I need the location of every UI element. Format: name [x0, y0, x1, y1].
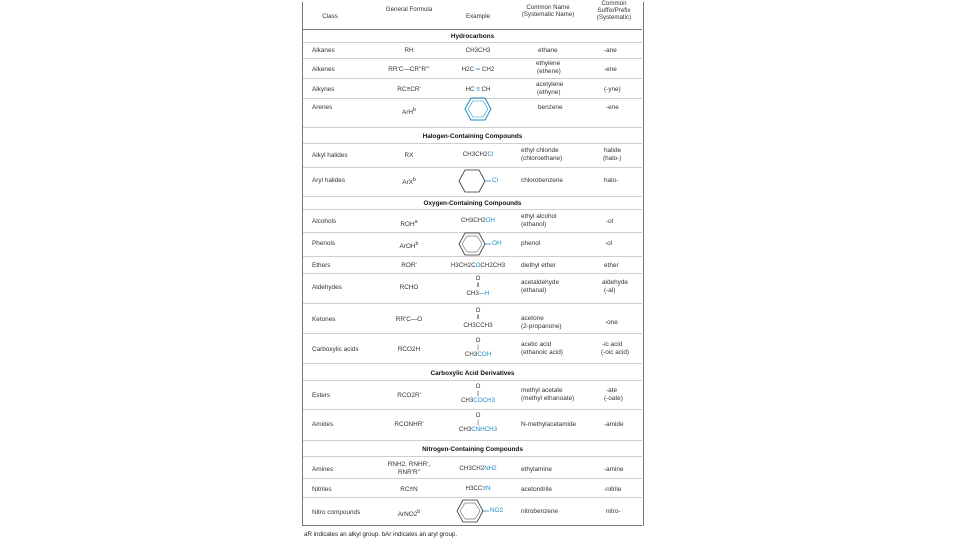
rule	[303, 478, 642, 479]
name-esters-systematic: (methyl ethanoate)	[521, 395, 575, 402]
formula-arenes	[380, 107, 438, 117]
col-header-general-formula: General Formula	[385, 6, 433, 13]
name-aryl-halides: chlorobenzene	[521, 177, 563, 184]
formula-nitriles: RC≡N	[400, 486, 418, 493]
carbonyl-bond-icon: |	[477, 390, 479, 397]
formula-carboxylic-acids: RCO2H	[397, 346, 421, 353]
suffix-alkanes: -ane	[604, 47, 617, 54]
formula-nitro	[380, 509, 438, 519]
name-aldehydes-systematic: (ethanal)	[521, 287, 547, 294]
formula-aryl-halides-text: ArX	[402, 179, 413, 187]
formula-alcohols-text: ROH	[400, 221, 415, 229]
rule	[303, 497, 642, 498]
class-nitriles: Nitriles	[312, 486, 332, 493]
rule	[303, 440, 642, 441]
triple-bond-icon: ≡	[476, 86, 480, 93]
name-amines: ethylamine	[521, 466, 552, 473]
section-halogen: Halogen-Containing Compounds	[422, 133, 523, 140]
class-esters: Esters	[312, 392, 331, 399]
class-ethers: Ethers	[312, 262, 331, 269]
suffix-carboxylic-acids-systematic: (-oic acid)	[601, 349, 630, 356]
class-aryl-halides: Aryl halides	[312, 177, 346, 184]
example-carboxylic-acids-oxygen: O	[475, 337, 481, 344]
rule	[303, 167, 642, 168]
class-aldehydes: Aldehydes	[312, 284, 342, 291]
benzene-ring-icon	[464, 97, 492, 121]
example-aldehydes: CH3—H	[466, 290, 490, 297]
col-header-common-name: Common Name (Systematic Name)	[521, 4, 575, 19]
suffix-amides: -amide	[604, 421, 624, 428]
example-amides-group: CNHCH3	[471, 426, 498, 433]
name-alkenes-common: ethylene	[536, 60, 561, 67]
example-ethers-right: CH2CH3	[480, 262, 506, 269]
rule	[303, 273, 642, 274]
formula-alkanes: RH	[404, 47, 414, 54]
rule	[303, 209, 642, 210]
class-amines: Amines	[312, 466, 334, 473]
formula-alkenes: RR'C—CR''R'''	[388, 66, 430, 73]
suffix-aryl-halides: halo-	[604, 177, 619, 184]
example-esters	[448, 397, 508, 404]
name-alkyl-halides-common: ethyl chloride	[521, 147, 559, 154]
suffix-phenols: -ol	[605, 240, 613, 247]
footnote-marker: b	[417, 509, 421, 515]
name-carboxylic-acids-common: acetic acid	[521, 341, 552, 348]
rule	[303, 456, 642, 457]
example-ethers	[444, 262, 512, 269]
example-alkynes-right: CH	[481, 86, 491, 93]
suffix-alkynes: (-yne)	[604, 86, 621, 93]
name-alkynes-systematic: (ethyne)	[537, 89, 561, 96]
example-amines-base: CH3CH2	[459, 465, 485, 472]
header-rule	[303, 29, 642, 30]
name-alkanes: ethane	[538, 47, 558, 54]
suffix-alkyl-halides-systematic: (halo-)	[603, 155, 622, 162]
benzene-ring-icon	[458, 232, 486, 256]
example-amides	[448, 426, 508, 433]
name-ketones-common: acetone	[521, 315, 544, 322]
example-aldehydes-group: H	[485, 290, 490, 297]
suffix-esters-common: -ate	[606, 387, 618, 394]
col-header-suffix: Common Suffix/Prefix (Systematic)	[596, 0, 632, 22]
example-carboxylic-acids-base: CH3	[464, 351, 478, 358]
class-alkyl-halides: Alkyl halides	[312, 152, 348, 159]
section-hydrocarbons: Hydrocarbons	[450, 33, 495, 40]
class-phenols: Phenols	[312, 240, 336, 247]
name-alcohols-systematic: (ethanol)	[521, 221, 547, 228]
example-alkenes	[448, 66, 508, 73]
formula-phenols	[380, 241, 438, 251]
example-aryl-halides-group: Cl	[492, 177, 499, 184]
formula-amides: RCONHR'	[394, 421, 424, 428]
example-esters-oxygen: O	[475, 383, 481, 390]
name-alcohols-common: ethyl alcohol	[521, 213, 557, 220]
example-amides-oxygen: O	[475, 412, 481, 419]
name-nitriles: acetonitrile	[521, 486, 552, 493]
formula-alcohols	[380, 219, 438, 229]
example-ethers-group: O	[475, 262, 481, 269]
rule	[303, 256, 642, 257]
name-ethers: diethyl ether	[521, 262, 556, 269]
example-alcohols	[448, 217, 508, 224]
example-alkyl-halides	[448, 151, 508, 158]
suffix-arenes: -ene	[606, 104, 619, 111]
benzene-ring-icon	[456, 499, 484, 523]
carbonyl-bond-icon: ‖	[476, 314, 480, 321]
class-arenes: Arenes	[312, 104, 333, 111]
name-esters-common: methyl acetate	[521, 387, 563, 394]
example-amides-base: CH3	[458, 426, 472, 433]
formula-aldehydes: RCHO	[399, 284, 419, 291]
name-aldehydes-common: acetaldehyde	[521, 279, 560, 286]
example-amines-group: NH2	[484, 465, 497, 472]
name-carboxylic-acids-systematic: (ethanoic acid)	[521, 349, 563, 356]
rule	[303, 42, 642, 43]
rule	[303, 143, 642, 144]
name-arenes: benzene	[538, 104, 563, 111]
name-alkenes-systematic: (ethene)	[537, 68, 561, 75]
class-carboxylic-acids: Carboxylic acids	[312, 346, 359, 353]
formula-arenes-text: ArH	[402, 109, 414, 117]
carbonyl-bond-icon: |	[477, 419, 479, 426]
example-ketones: CH3CCH3	[463, 322, 493, 329]
formula-ethers: ROR'	[401, 262, 417, 269]
suffix-nitro: nitro-	[606, 508, 621, 515]
name-amides: N-methylacetamide	[521, 421, 577, 428]
suffix-carboxylic-acids-common: -ic acid	[602, 341, 623, 348]
example-alkenes-right: CH2	[481, 66, 495, 73]
name-alkyl-halides-systematic: (chloroethane)	[521, 155, 563, 162]
example-carboxylic-acids-group: COH	[477, 351, 492, 358]
example-phenols-group: OH	[492, 240, 502, 247]
example-alkanes: CH3CH3	[465, 47, 491, 54]
suffix-amines: -amine	[604, 466, 624, 473]
example-alcohols-base: CH3CH2	[460, 217, 486, 224]
example-alkynes-left: HC	[465, 86, 475, 93]
col-header-example: Example	[465, 13, 491, 20]
suffix-ketones: -one	[605, 319, 618, 326]
rule	[303, 409, 642, 410]
suffix-nitriles: -nitrile	[604, 486, 622, 493]
section-nitrogen: Nitrogen-Containing Compounds	[422, 446, 523, 453]
example-aldehydes-oxygen: O	[475, 275, 481, 282]
class-alcohols: Alcohols	[312, 218, 337, 225]
name-phenols: phenol	[521, 240, 541, 247]
example-nitriles	[448, 485, 508, 492]
suffix-alkenes: -ene	[604, 66, 617, 73]
suffix-aldehydes-systematic: (-al)	[604, 287, 616, 294]
formula-esters: RCO2R'	[397, 392, 421, 399]
formula-ketones: RR'C—O	[395, 316, 423, 323]
example-amines	[448, 465, 508, 472]
carbonyl-bond-icon: |	[477, 344, 479, 351]
rule	[303, 303, 642, 304]
suffix-ethers: ether	[604, 262, 619, 269]
example-carboxylic-acids	[448, 351, 508, 358]
suffix-alkyl-halides-common: halide	[604, 147, 622, 154]
section-oxygen: Oxygen-Containing Compounds	[423, 200, 522, 207]
carbonyl-bond-icon: ‖	[476, 282, 480, 289]
rule	[303, 380, 642, 381]
example-alkyl-halides-group: Cl	[487, 151, 494, 158]
suffix-alcohols: -ol	[606, 218, 614, 225]
example-esters-group: COCH3	[473, 397, 496, 404]
example-ethers-left: H3CH2C	[450, 262, 476, 269]
class-alkanes: Alkanes	[312, 47, 335, 54]
footnote: aR indicates an alkyl group. bAr indicates an aryl group.	[304, 531, 458, 538]
rule	[303, 196, 642, 197]
footnote-marker: b	[413, 107, 416, 113]
class-ketones: Ketones	[312, 316, 336, 323]
footnote-marker: b	[412, 177, 416, 183]
table-bottom-rule	[303, 525, 642, 526]
example-alkyl-halides-base: CH3CH2	[462, 151, 488, 158]
example-esters-base: CH3	[460, 397, 474, 404]
suffix-aldehydes-common: aldehyde	[602, 279, 628, 286]
benzene-ring-icon	[458, 169, 486, 193]
rule	[303, 78, 642, 79]
rule	[303, 333, 642, 334]
example-alcohols-group: OH	[485, 217, 496, 224]
example-nitriles-base: H3CC	[465, 485, 483, 492]
footnote-marker: b	[415, 241, 419, 247]
class-alkenes: Alkenes	[312, 66, 335, 73]
name-ketones-systematic: (2-propanone)	[521, 323, 562, 330]
footnote-marker: a	[414, 219, 418, 225]
example-ketones-oxygen: O	[475, 307, 481, 314]
class-alkynes: Alkynes	[312, 86, 335, 93]
formula-nitro-text: ArNO2	[397, 511, 418, 519]
rule	[303, 363, 642, 364]
name-nitro: nitrobenzene	[521, 508, 558, 515]
formula-amines-line2: RNR'R''	[397, 469, 421, 476]
class-amides: Amides	[312, 421, 334, 428]
example-alkynes	[448, 86, 508, 93]
formula-aryl-halides	[380, 177, 438, 187]
example-nitro-group: NO2	[490, 507, 504, 514]
suffix-esters-systematic: (-oate)	[604, 395, 623, 402]
col-header-class: Class	[322, 13, 338, 20]
formula-alkynes: RC≡CR'	[397, 86, 421, 93]
rule	[303, 58, 642, 59]
rule	[303, 127, 642, 128]
example-aldehydes-base: CH3	[466, 290, 479, 297]
section-carboxylic-derivatives: Carboxylic Acid Derivatives	[430, 370, 515, 377]
formula-amines-line1: RNH2, RNHR',	[387, 461, 431, 468]
example-nitriles-group: ≡N	[482, 485, 491, 492]
formula-alkyl-halides: RX	[404, 152, 414, 159]
class-nitro: Nitro compounds	[312, 509, 361, 516]
example-alkenes-left: H2C	[461, 66, 475, 73]
double-bond-icon: ═	[475, 66, 481, 73]
name-alkynes-common: acetylene	[536, 81, 564, 88]
formula-phenols-text: ArOH	[399, 243, 416, 251]
